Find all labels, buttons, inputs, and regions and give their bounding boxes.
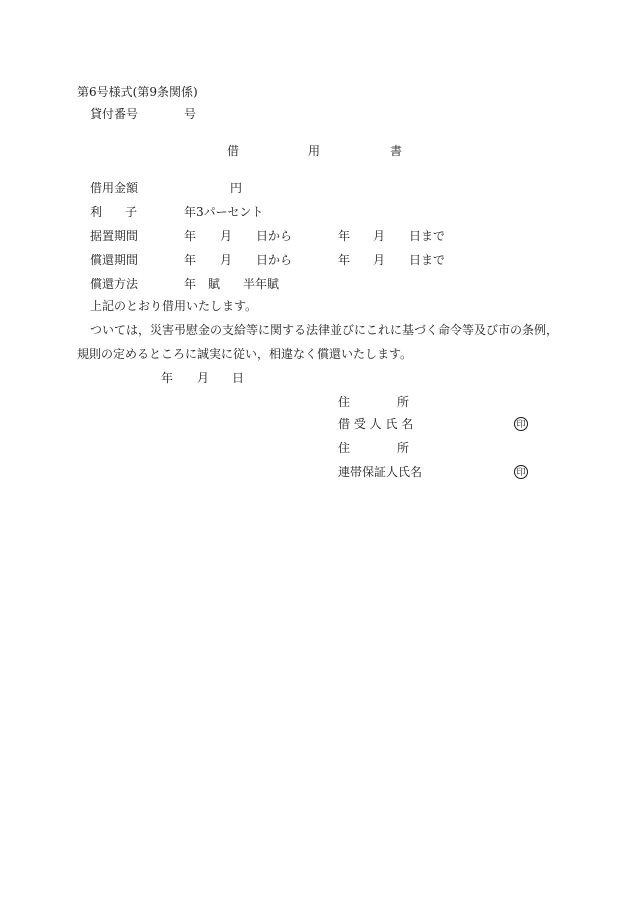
loan-number-label: 貸付番号 [90,107,139,121]
grace-start-month: 月 [220,229,233,243]
date-day: 日 [232,371,245,385]
title-char-1: 借 [227,144,240,158]
title-char-2: 用 [308,144,321,158]
interest-value: 年3パーセント [184,205,264,219]
form-number: 第6号様式(第9条関係) [77,85,198,99]
borrower-address-char-2: 所 [397,395,410,409]
grace-start-day: 日から [256,229,293,243]
repay-end-day: 日まで [409,253,446,267]
guarantor-seal-icon: 印 [514,465,528,479]
grace-end-year: 年 [338,229,351,243]
body-line-1: 上記のとおり借用いたします。 [90,299,258,313]
repay-start-month: 月 [220,253,233,267]
method-semiannual: 半年賦 [243,277,280,291]
borrower-seal-icon: 印 [514,417,528,431]
repay-start-year: 年 [184,253,197,267]
grace-label: 据置期間 [90,229,139,243]
title-char-3: 書 [390,144,403,158]
repay-period-label: 償還期間 [90,253,139,267]
date-month: 月 [197,371,210,385]
borrower-address-char-1: 住 [338,395,351,409]
interest-label-2: 子 [125,205,138,219]
amount-unit: 円 [230,181,243,195]
grace-start-year: 年 [184,229,197,243]
body-line-2: ついては，災害弔慰金の支給等に関する法律並びにこれに基づく命令等及び市の条例， [90,323,559,337]
guarantor-address-char-2: 所 [397,441,410,455]
grace-end-day: 日まで [409,229,446,243]
guarantor-address-char-1: 住 [338,441,351,455]
method-annual: 年 賦 [184,277,221,291]
method-label: 償還方法 [90,277,139,291]
interest-label-1: 利 [90,205,103,219]
loan-number-suffix: 号 [184,107,197,121]
amount-label: 借用金額 [90,181,139,195]
grace-end-month: 月 [373,229,386,243]
repay-end-month: 月 [373,253,386,267]
repay-end-year: 年 [338,253,351,267]
repay-start-day: 日から [256,253,293,267]
body-line-3: 規則の定めるところに誠実に従い，相違なく償還いたします。 [77,347,413,361]
guarantor-name-label: 連帯保証人氏名 [338,465,423,479]
date-year: 年 [161,371,174,385]
borrower-name-label: 借 受 人 氏 名 [338,417,414,431]
